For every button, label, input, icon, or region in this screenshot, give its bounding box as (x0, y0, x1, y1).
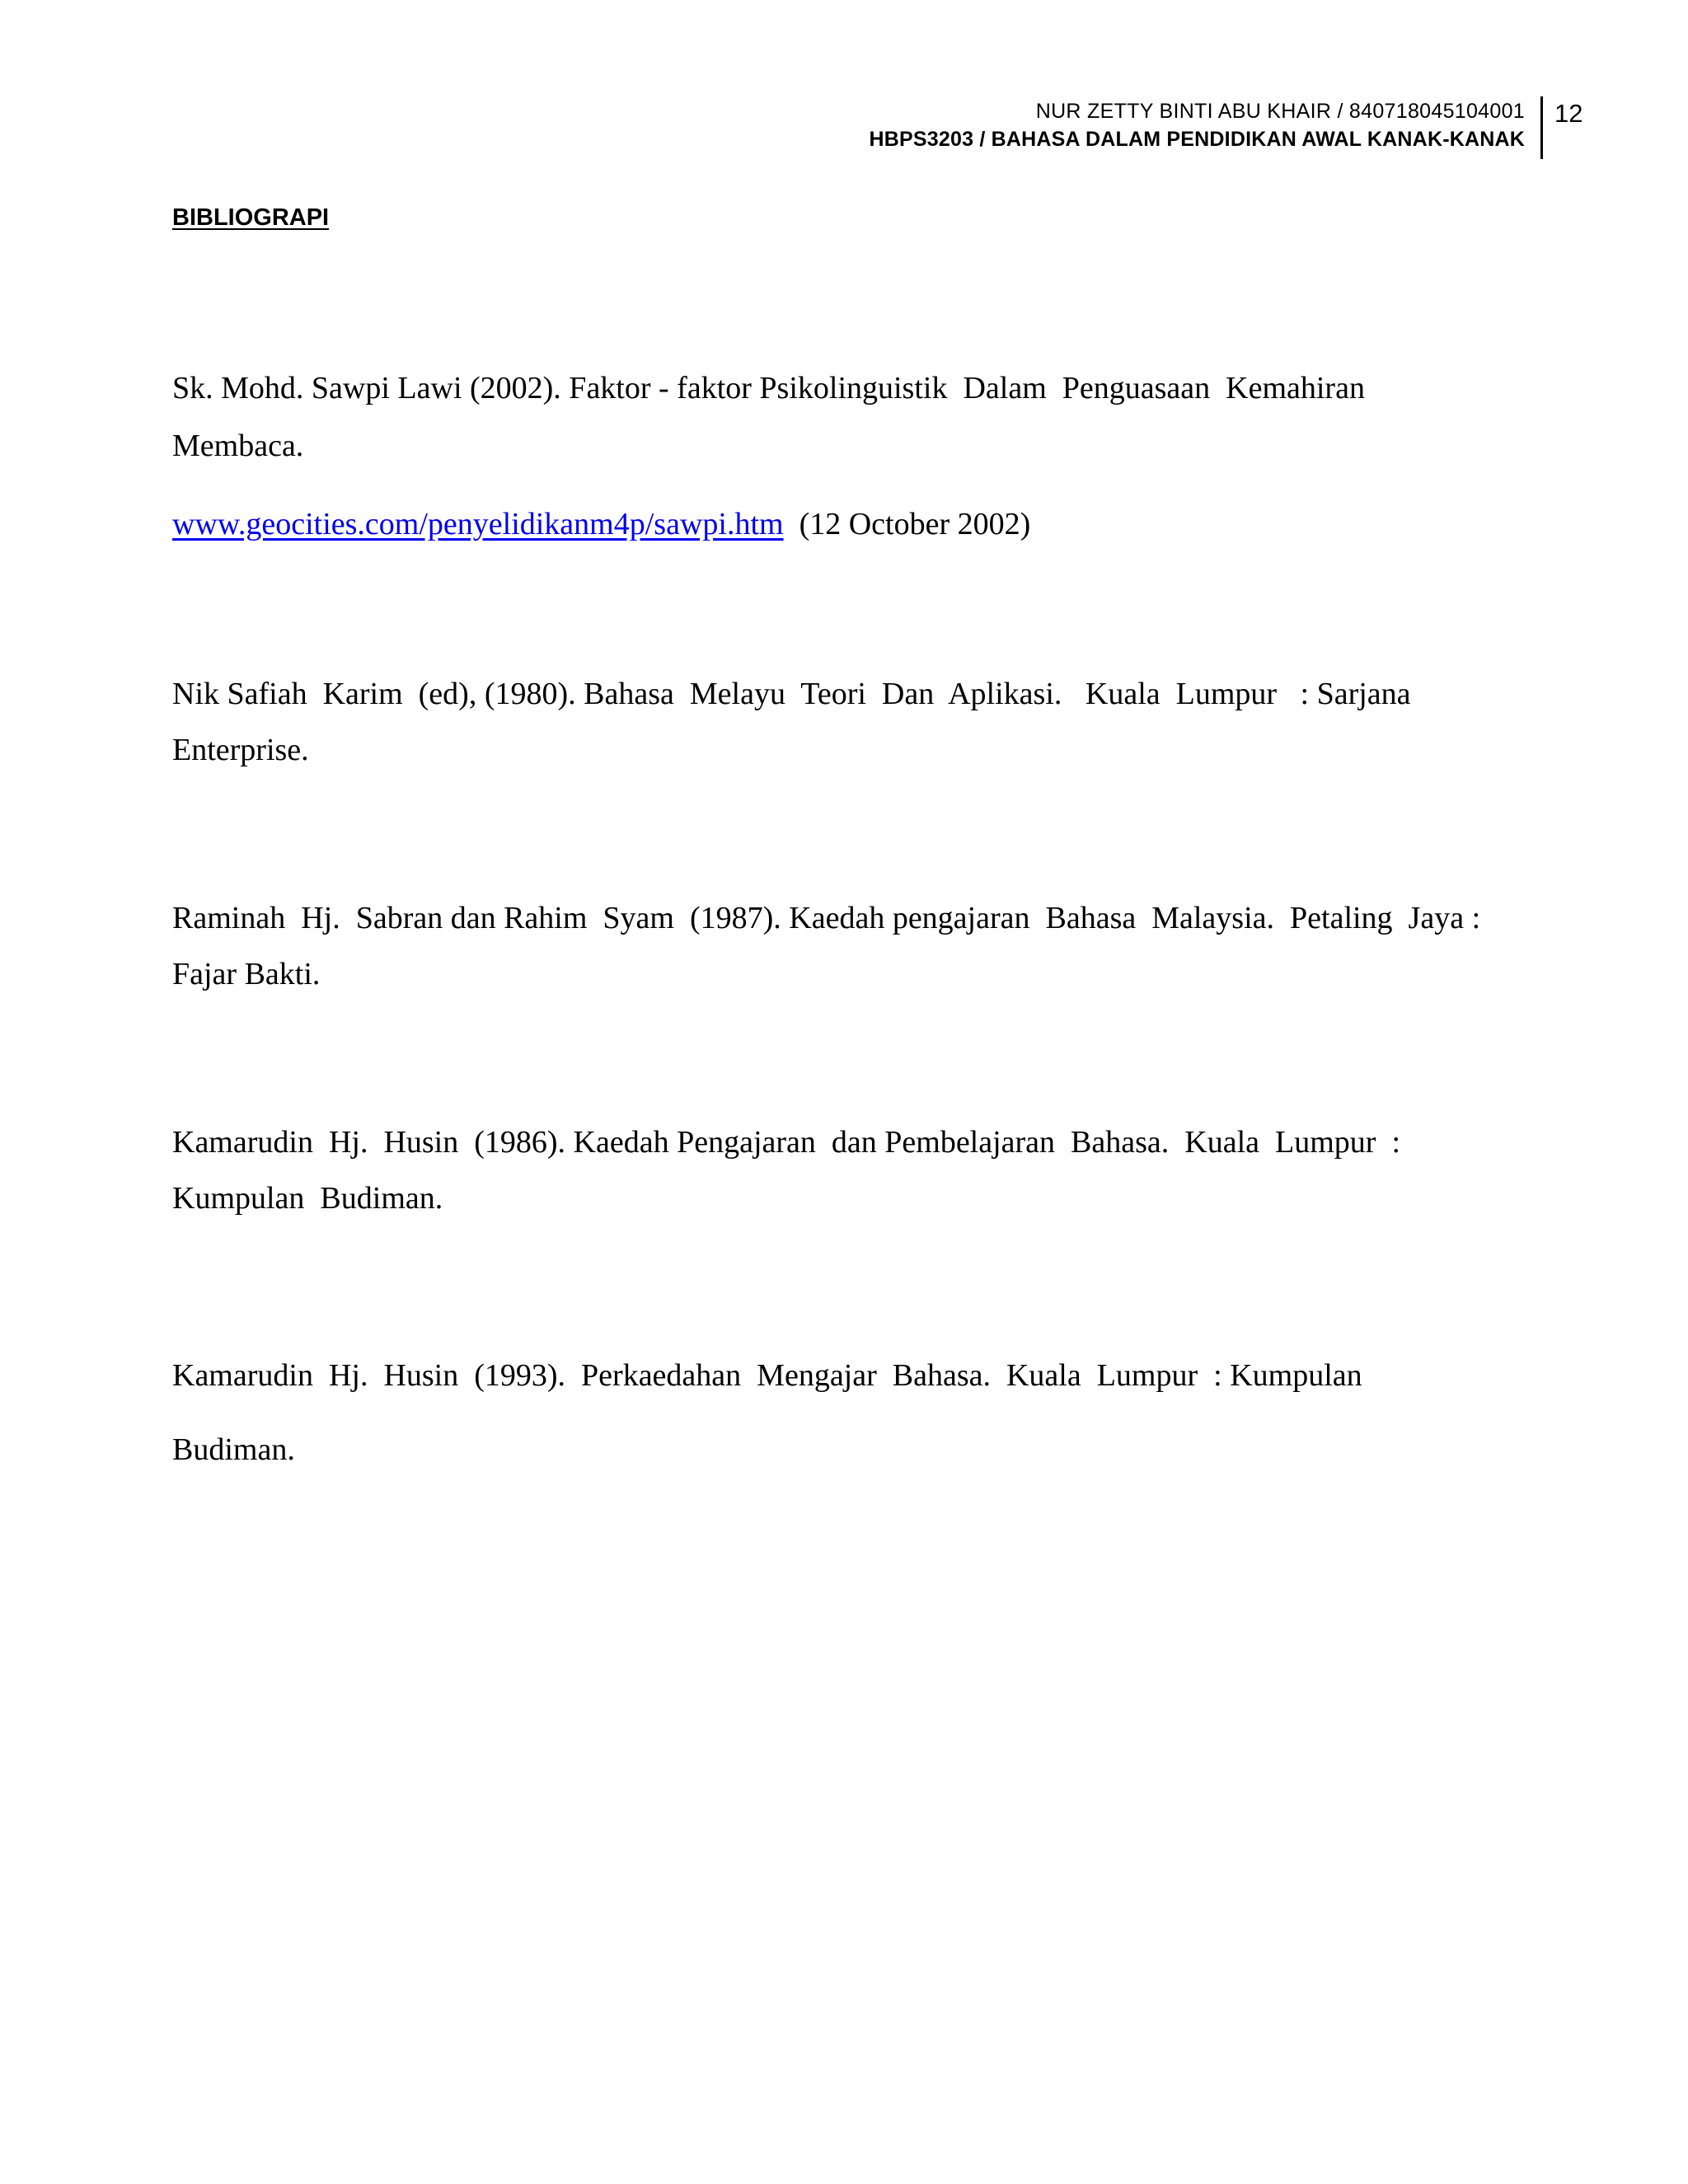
reference-line: Budiman. (172, 1432, 295, 1467)
reference-line: Nik Safiah Karim (ed), (1980). Bahasa Melayu Teori Dan Aplikasi. Kuala Lumpur : Sarjana (172, 677, 1411, 711)
reference-line: Membaca. (172, 429, 304, 463)
reference-url-date: (12 October 2002) (783, 507, 1031, 541)
reference-entry (172, 890, 1480, 1002)
header-divider (1540, 96, 1543, 159)
reference-line: Kumpulan Budiman. (172, 1181, 443, 1216)
reference-url-link[interactable]: www.geocities.com/penyelidikanm4p/sawpi.htm (172, 507, 784, 541)
reference-line: Kamarudin Hj. Husin (1986). Kaedah Pengajaran dan Pembelajaran Bahasa. Kuala Lumpur : (172, 1125, 1400, 1160)
reference-line: Enterprise. (172, 733, 309, 767)
reference-entry (172, 1114, 1400, 1226)
header-course-line: HBPS3203 / BAHASA DALAM PENDIDIKAN AWAL KANAK-KANAK (869, 128, 1525, 151)
reference-entry (172, 1338, 1362, 1487)
reference-line: Raminah Hj. Sabran dan Rahim Syam (1987). Kaedah pengajaran Bahasa Malaysia. Petaling Jaya : (172, 901, 1481, 935)
reference-entry (172, 666, 1411, 778)
page-header (824, 97, 1525, 153)
page-number: 12 (1554, 99, 1583, 128)
reference-line: Fajar Bakti. (172, 957, 321, 991)
reference-entry (172, 359, 1365, 475)
section-title: BIBLIOGRAPI (172, 204, 330, 231)
reference-url-line (172, 499, 1030, 549)
reference-line: Sk. Mohd. Sawpi Lawi (2002). Faktor - faktor Psikolinguistik Dalam Penguasaan Kemahiran (172, 371, 1365, 405)
header-author-line: NUR ZETTY BINTI ABU KHAIR / 840718045104001 (1035, 100, 1525, 123)
reference-line: Kamarudin Hj. Husin (1993). Perkaedahan Mengajar Bahasa. Kuala Lumpur : Kumpulan (172, 1358, 1362, 1393)
